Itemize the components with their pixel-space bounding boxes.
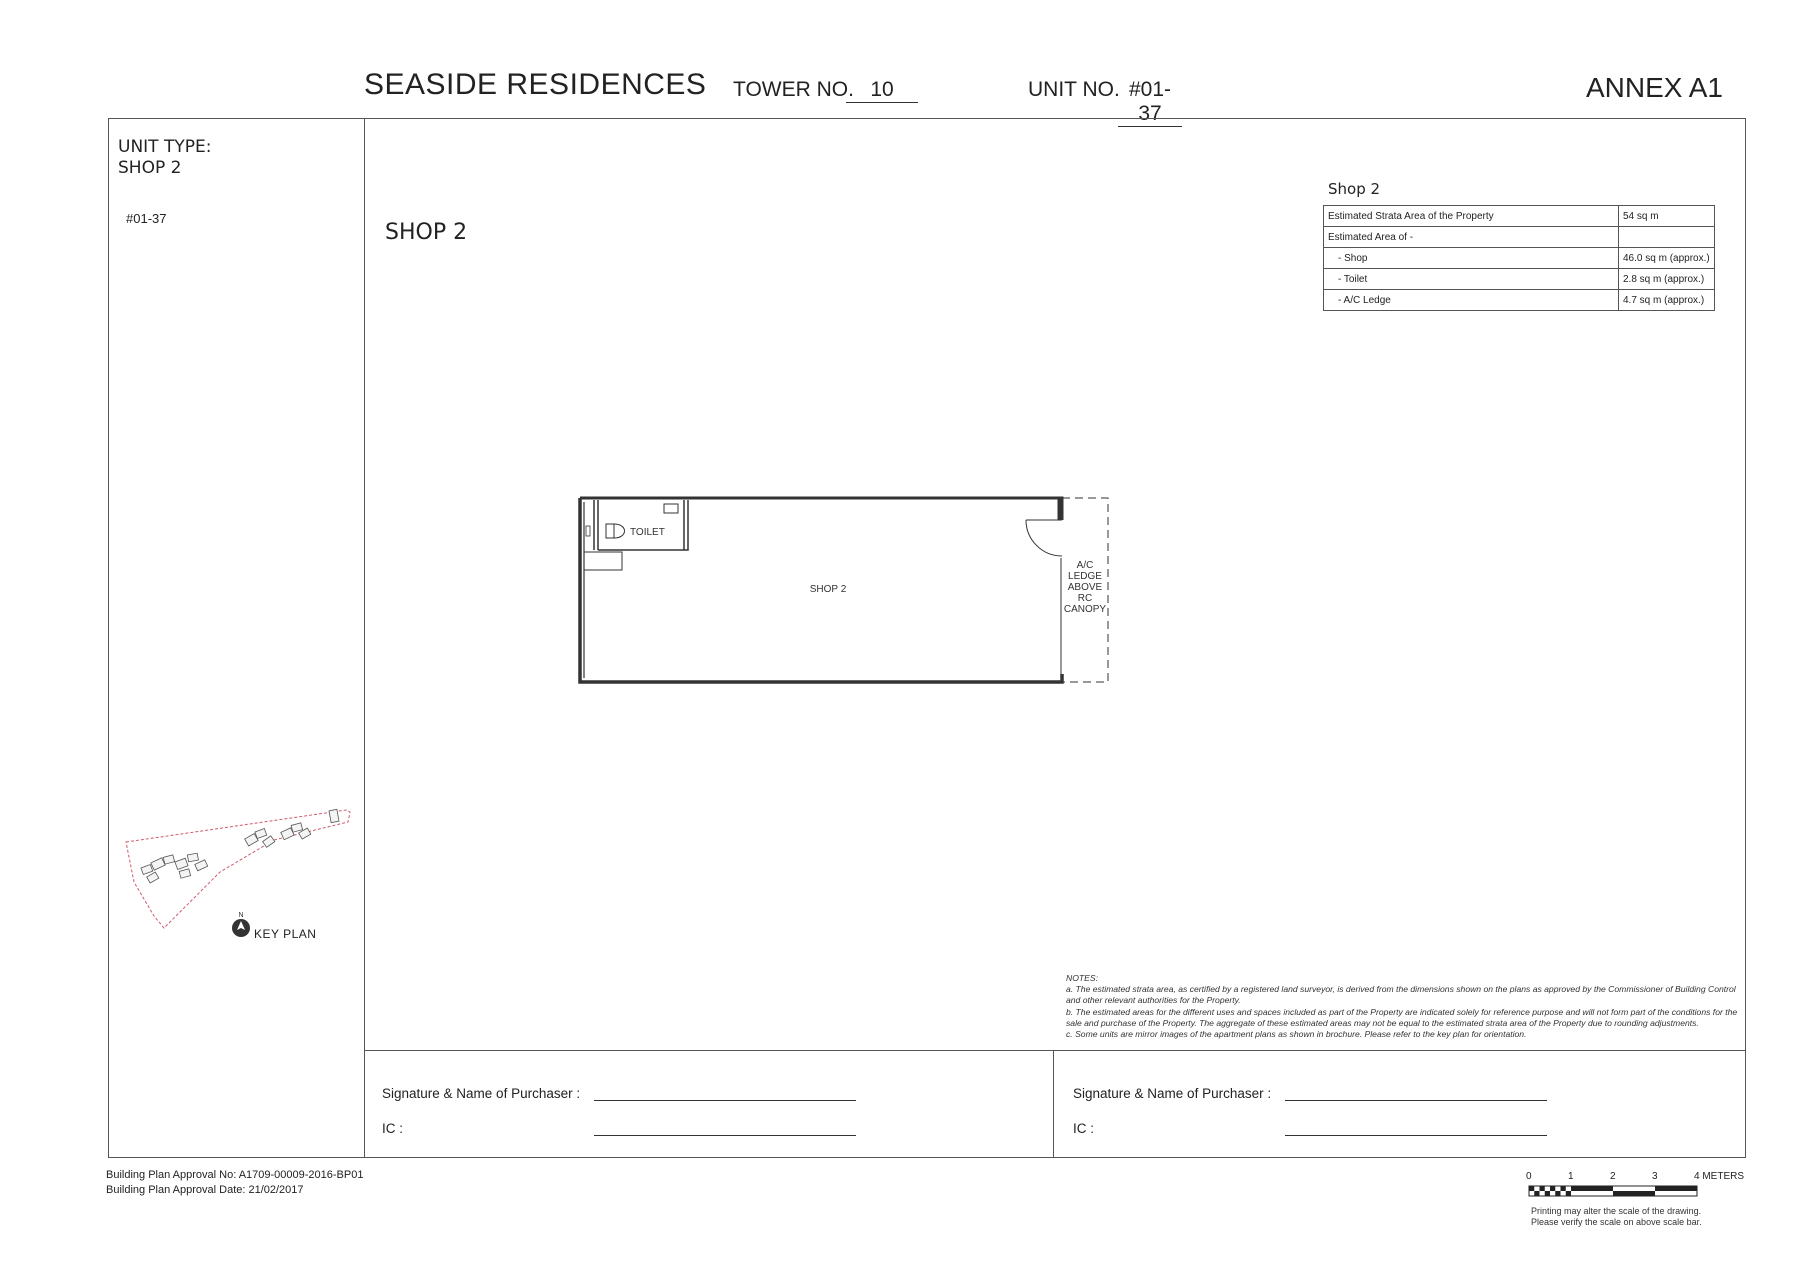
ac-ledge-line: A/C: [1076, 560, 1094, 571]
north-label: N: [238, 912, 244, 919]
approval-info: [106, 1168, 363, 1198]
plan-title: SHOP 2: [385, 220, 468, 245]
area-row-value: [1619, 227, 1715, 248]
scale-bar: [1528, 1184, 1704, 1200]
area-row-label: - A/C Ledge: [1324, 290, 1619, 311]
area-row-value: 46.0 sq m (approx.): [1619, 248, 1715, 269]
scale-tick-label: 2: [1610, 1171, 1616, 1182]
area-row-value: 4.7 sq m (approx.): [1619, 290, 1715, 311]
signature-divider: [364, 1050, 1746, 1051]
table-row: [1324, 290, 1715, 311]
toilet-icon: [606, 524, 614, 538]
approval-date: Building Plan Approval Date: 21/02/2017: [106, 1184, 304, 1196]
area-table: [1323, 205, 1715, 311]
unit-label: UNIT NO.: [1028, 78, 1120, 101]
scale-tick-label: 1: [1568, 1171, 1574, 1182]
area-row-label: Estimated Area of -: [1324, 227, 1619, 248]
table-row: [1324, 269, 1715, 290]
scale-tick-label: 3: [1652, 1171, 1658, 1182]
notes-item: b. The estimated areas for the different uses and spaces included as part of the Property are indicated solely for reference purpose and will not form part of the conditions for the sale and purchase of the Property. The aggregate of these estimated areas may not be equal to the estimated strata area of the Property due to rounding adjustments.: [1066, 1006, 1738, 1028]
tower-label: TOWER NO.: [733, 78, 854, 101]
toilet-wall: [598, 500, 688, 550]
signature-left-name-field[interactable]: [594, 1100, 856, 1101]
signature-right-ic-field[interactable]: [1285, 1135, 1547, 1136]
ac-ledge-line: LEDGE: [1068, 571, 1102, 582]
ac-ledge-label: [1064, 560, 1107, 615]
signature-right-name-field[interactable]: [1285, 1100, 1547, 1101]
ac-ledge-line: RC: [1077, 593, 1093, 604]
notes-block: [1066, 973, 1738, 1040]
key-plan-label: KEY PLAN: [254, 927, 317, 941]
door-swing: [1026, 520, 1062, 556]
scale-note-line: Printing may alter the scale of the drawing.: [1531, 1206, 1702, 1216]
signature-left-ic-field[interactable]: [594, 1135, 856, 1136]
area-row-label: - Shop: [1324, 248, 1619, 269]
sidebar-divider: [364, 118, 365, 1158]
notes-item: a. The estimated strata area, as certified by a registered land surveyor, is derived from the dimensions shown on the plans as approved by the Commissioner of Building Control and other relevant authorities for the Property.: [1066, 984, 1736, 1006]
signature-left-name-label: Signature & Name of Purchaser :: [382, 1086, 581, 1101]
tower-value: 10: [846, 78, 918, 103]
annex-label: ANNEX A1: [1586, 72, 1723, 103]
tower-blocks: [141, 809, 339, 883]
notes-heading: NOTES:: [1066, 973, 1098, 983]
basin-icon: [664, 504, 678, 513]
room-label-toilet: TOILET: [630, 527, 665, 538]
scale-note: [1531, 1206, 1702, 1228]
area-row-value: 2.8 sq m (approx.): [1619, 269, 1715, 290]
area-table-caption: Shop 2: [1328, 180, 1381, 198]
scale-note-line: Please verify the scale on above scale bar.: [1531, 1217, 1702, 1227]
site-boundary: [126, 810, 350, 928]
scale-bar-labels: [1526, 1171, 1746, 1185]
unit-type-label: UNIT TYPE:: [118, 137, 212, 157]
area-row-label: - Toilet: [1324, 269, 1619, 290]
scale-tick-label: 0: [1526, 1171, 1532, 1182]
signature-right-ic-label: IC :: [1073, 1121, 1095, 1136]
plan-outer-wall: [580, 498, 1062, 520]
scale-tick-label: 4 METERS: [1694, 1171, 1745, 1182]
ac-ledge-line: ABOVE: [1067, 582, 1103, 593]
sidebar-unit-number: #01-37: [126, 211, 167, 226]
area-row-value: 54 sq m: [1619, 206, 1715, 227]
approval-number: Building Plan Approval No: A1709-00009-2016-BP01: [106, 1169, 364, 1181]
unit-type-value: SHOP 2: [118, 158, 182, 178]
project-title: SEASIDE RESIDENCES: [364, 68, 707, 101]
signature-left-ic-label: IC :: [382, 1121, 404, 1136]
table-row: [1324, 206, 1715, 227]
notes-item: c. Some units are mirror images of the apartment plans as shown in brochure. Please refer to the key plan for orientation.: [1066, 1029, 1527, 1040]
key-plan-drawing: [120, 800, 360, 950]
area-row-label: Estimated Strata Area of the Property: [1324, 206, 1619, 227]
floor-plan: [570, 488, 1110, 693]
table-row: [1324, 248, 1715, 269]
signature-right-name-label: Signature & Name of Purchaser :: [1073, 1086, 1272, 1101]
signature-split-divider: [1053, 1050, 1054, 1158]
ac-ledge-line: CANOPY: [1063, 604, 1107, 615]
unit-value: #01-37: [1118, 78, 1182, 127]
room-label-shop: SHOP 2: [809, 584, 847, 595]
table-row: [1324, 227, 1715, 248]
